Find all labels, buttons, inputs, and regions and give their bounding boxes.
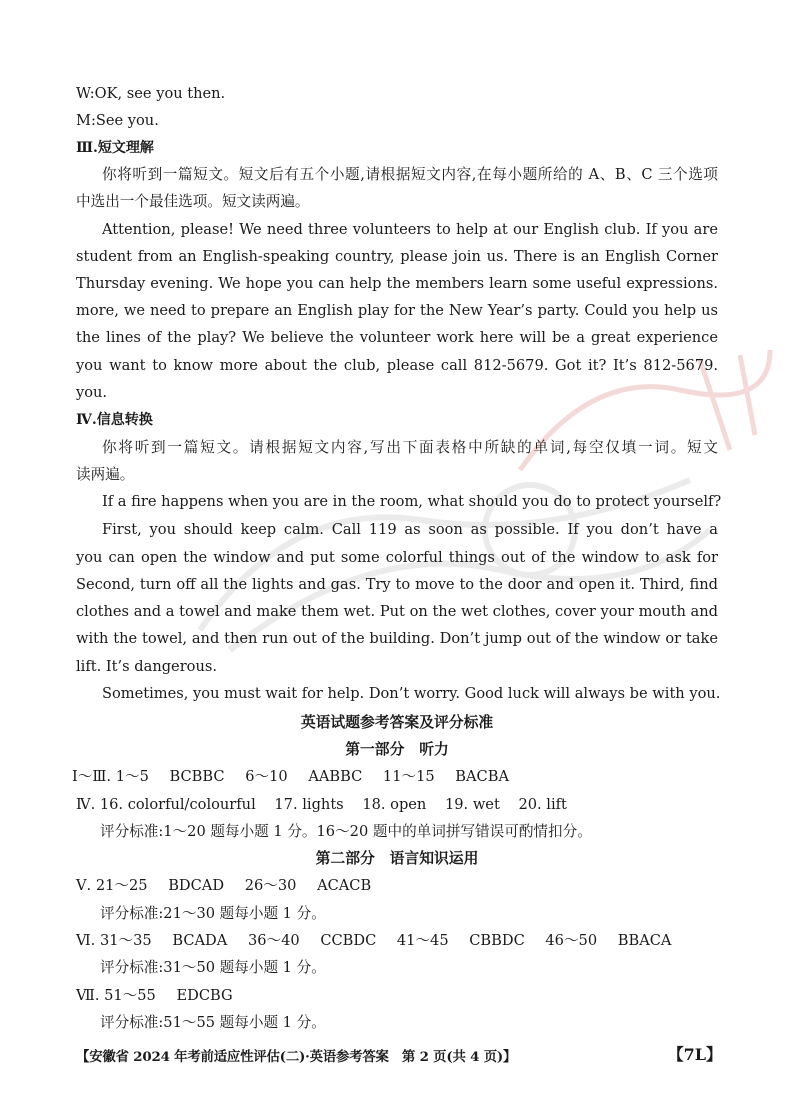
part-2-title: 第二部分 语言知识运用 [315, 850, 479, 867]
scoring-note: 评分标准:1～20 题每小题 1 分。16～20 题中的单词拼写错误可酌情扣分。 [100, 823, 592, 840]
answer-group: BACBA [455, 768, 509, 785]
answer-group: EDCBG [176, 987, 233, 1004]
scoring-note: 评分标准:21～30 题每小题 1 分。 [100, 905, 326, 922]
passage-line: you can open the window and put some colorful things out of the window to ask for [76, 549, 718, 566]
passage-line: lift. It’s dangerous. [76, 658, 217, 675]
answer-group: BDCAD [168, 877, 225, 894]
answer-range-label: Ⅶ. 51～55 [76, 987, 156, 1004]
dialog-m-line: M:See you. [76, 112, 159, 129]
passage-line: Thursday evening. We hope you can help the members learn some useful expressions. [76, 275, 718, 292]
section-4-instruction-cont: 读两遍。 [76, 466, 135, 483]
passage-line: the lines of the play? We believe the volunteer work here will be a great experience [76, 329, 718, 346]
scoring-note: 评分标准:51～55 题每小题 1 分。 [100, 1014, 326, 1031]
answer-range-label: Ⅴ. 21～25 [76, 877, 148, 894]
answer-item: 19. wet [444, 796, 500, 813]
scoring-note: 评分标准:31～50 题每小题 1 分。 [100, 959, 326, 976]
answer-group: BBACA [617, 932, 672, 949]
page-footer: 【安徽省 2024 年考前适应性评估(二)·英语参考答案 第 2 页(共 4 页)】 [76, 1049, 517, 1065]
edition-badge: 【7L】 [667, 1045, 722, 1064]
passage-line: more, we need to prepare an English play for the New Year’s party. Could you help us [76, 302, 718, 319]
answer-range-label: 26～30 [244, 877, 297, 894]
answer-item: Ⅳ. 16. colorful/colourful [76, 796, 256, 813]
answer-range-label: 36～40 [247, 932, 300, 949]
passage-line: Second, turn off all the lights and gas. Try to move to the door and open it. Third, find [76, 576, 718, 593]
section-4-instruction: 你将听到一篇短文。请根据短文内容,写出下面表格中所缺的单词,每空仅填一词。短文 [102, 439, 718, 456]
answer-range-label: 11～15 [382, 768, 435, 785]
answer-group: AABBC [308, 768, 363, 785]
answer-range-label: 6～10 [245, 768, 288, 785]
answer-line-v [76, 876, 718, 896]
answer-line-part1-2 [76, 795, 718, 815]
section-3-instruction: 你将听到一篇短文。短文后有五个小题,请根据短文内容,在每小题所给的 A、B、C 三个选项 [102, 166, 718, 183]
answer-group: BCADA [172, 932, 228, 949]
answer-item: 17. lights [274, 796, 344, 813]
answer-key-title: 英语试题参考答案及评分标准 [300, 714, 494, 731]
passage-line: you. [76, 384, 108, 401]
answer-range-label: 46～50 [545, 932, 598, 949]
answer-line-part1-1 [72, 767, 714, 787]
answer-group: BCBBC [169, 768, 225, 785]
section-3-heading: Ⅲ.短文理解 [76, 140, 154, 156]
answer-line-vi [76, 931, 718, 951]
dialog-w-line: W:OK, see you then. [76, 85, 226, 102]
passage-line: you want to know more about the club, please call 812-5679. Got it? It’s 812-5679. [76, 357, 718, 374]
passage-line: with the towel, and then run out of the building. Don’t jump out of the window or take [76, 630, 718, 647]
passage-closing: Sometimes, you must wait for help. Don’t worry. Good luck will always be with you. [102, 685, 721, 702]
answer-group: CCBDC [320, 932, 377, 949]
section-4-question: If a fire happens when you are in the room, what should you do to protect yourself? [102, 493, 722, 510]
passage-line: student from an English-speaking country, please join us. There is an English Corner [76, 248, 718, 265]
part-1-title: 第一部分 听力 [345, 741, 449, 758]
answer-range-label: Ⅵ. 31～35 [76, 932, 152, 949]
passage-line: clothes and a towel and make them wet. Put on the wet clothes, cover your mouth and [76, 603, 718, 620]
answer-range-label: 41～45 [396, 932, 449, 949]
answer-group: CBBDC [469, 932, 525, 949]
section-4-heading: Ⅳ.信息转换 [76, 412, 153, 428]
answer-line-vii [76, 986, 718, 1006]
passage-line: Attention, please! We need three volunteers to help at our English club. If you are [102, 221, 718, 238]
section-3-instruction-cont: 中选出一个最佳选项。短文读两遍。 [76, 193, 310, 210]
answer-group: ACACB [317, 877, 372, 894]
answer-range-label: Ⅰ～Ⅲ. 1～5 [72, 768, 149, 785]
passage-line: First, you should keep calm. Call 119 as soon as possible. If you don’t have a [102, 521, 718, 538]
answer-item: 20. lift [518, 796, 567, 813]
answer-item: 18. open [362, 796, 427, 813]
